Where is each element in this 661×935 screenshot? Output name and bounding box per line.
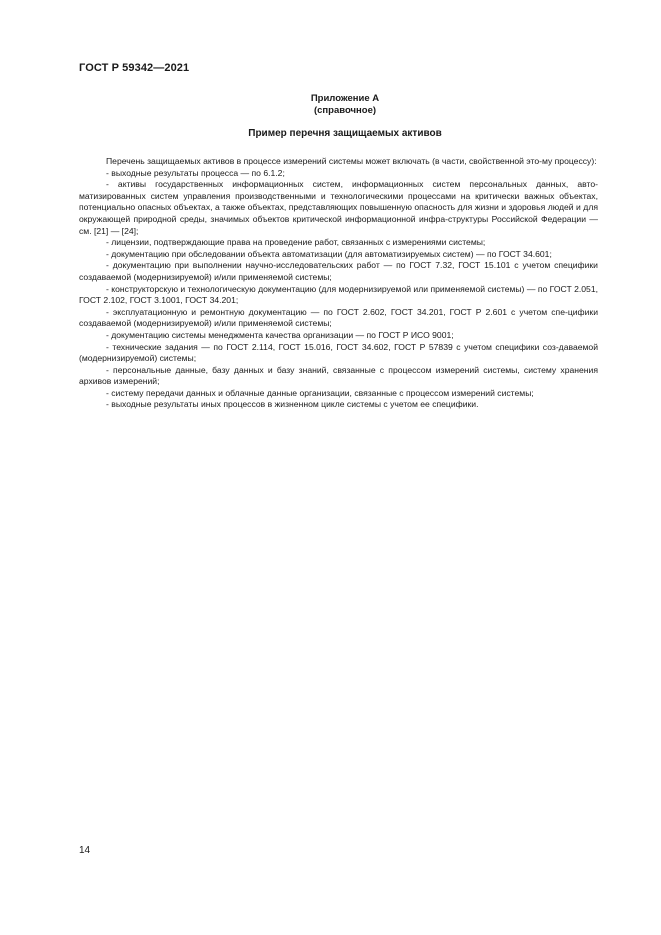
- list-item: - документацию при обследовании объекта автоматизации (для автоматизируемых систем) — по ГОСТ 34.601;: [106, 248, 552, 259]
- appendix-label: Приложение А: [310, 93, 380, 104]
- paragraph-intro: Перечень защищаемых активов в процессе измерений системы может включать (в части, свойственной это-му процессу):: [106, 156, 597, 166]
- list-item: - лицензии, подтверждающие права на проведение работ, связанных с измерениями системы;: [106, 237, 486, 248]
- list-item: - активы государственных информационных систем, информационных систем персональных данных, авто-матизированных систем управления производственными и технологическими процессами на критически важных объектах, потенциально опасных объектах, а также объектах, представляющих повышенную опасность для жизни и здоровья людей и для окружающей природной среды, значимых объектов критической информационной инфра-структуры Российской Федерации — см. [21] — [24];: [79, 179, 598, 236]
- appendix-note: (справочное): [313, 105, 377, 116]
- list-item: - персональные данные, базу данных и базу знаний, связанные с процессом измерений системы, систему хранения архивов измерений;: [79, 364, 598, 387]
- list-item: - выходные результаты иных процессов в жизненном цикле системы с учетом ее специфики.: [106, 399, 479, 410]
- list-item: - документацию при выполнении научно-исследовательских работ — по ГОСТ 7.32, ГОСТ 15.101 с учетом специфики создаваемой (модернизируемой) и/или применяемой системы;: [79, 260, 598, 282]
- page-number: 14: [79, 845, 91, 856]
- list-item: - технические задания — по ГОСТ 2.114, ГОСТ 15.016, ГОСТ 34.602, ГОСТ Р 57839 с учетом специфики соз-даваемой (модернизируемой) системы;: [79, 341, 598, 364]
- list-item: - выходные результаты процесса — по 6.1.2;: [106, 167, 285, 178]
- list-item: - эксплуатационную и ремонтную документацию — по ГОСТ 2.602, ГОСТ 34.201, ГОСТ Р 2.601 с учетом спе-цифики создаваемой (модернизируемой) и/или применяемой системы;: [79, 306, 598, 329]
- document-code: ГОСТ Р 59342—2021: [79, 62, 190, 74]
- body-text: [79, 156, 598, 411]
- section-title: Пример перечня защищаемых активов: [248, 128, 442, 139]
- list-item: - документацию системы менеджмента качества организации — по ГОСТ Р ИСО 9001;: [106, 329, 454, 340]
- list-item: - конструкторскую и технологическую документацию (для модернизируемой или применяемой системы) — по ГОСТ 2.051, ГОСТ 2.102, ГОСТ 3.1001, ГОСТ 34.201;: [79, 283, 598, 306]
- list-item: - систему передачи данных и облачные данные организации, связанные с процессом измерений системы;: [106, 387, 534, 398]
